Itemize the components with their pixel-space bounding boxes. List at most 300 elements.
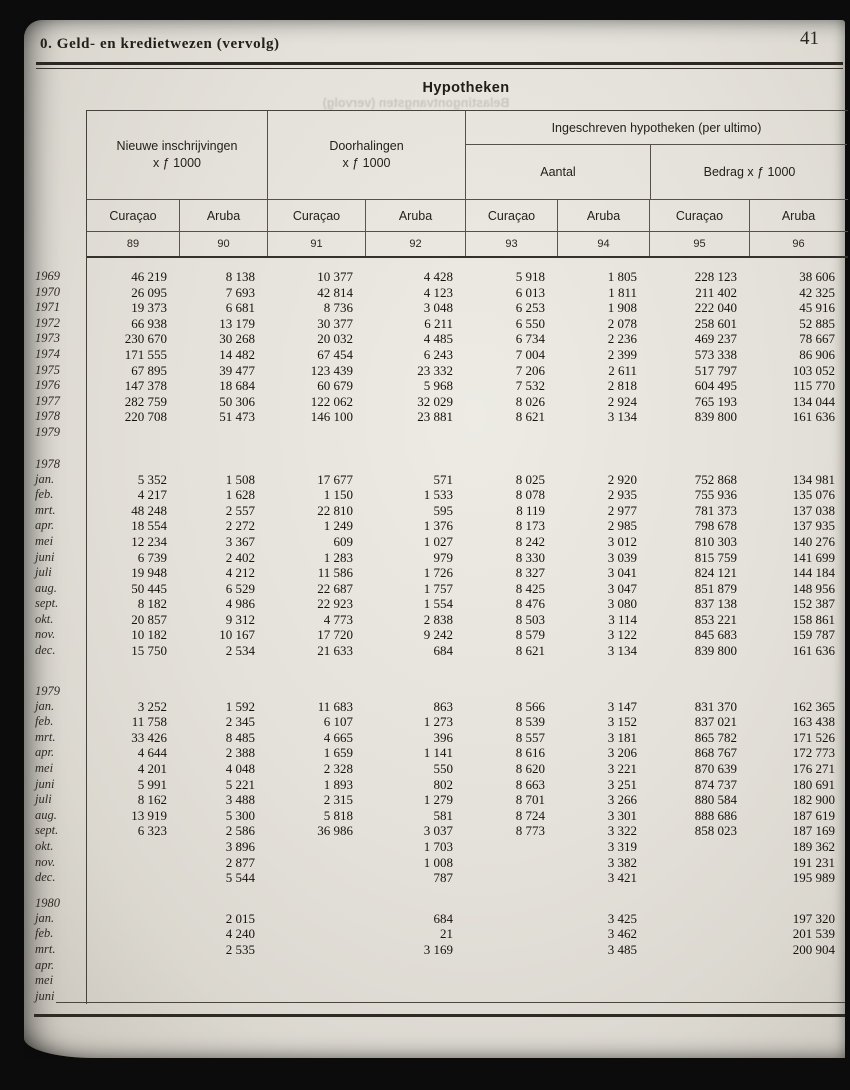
cell [267,425,365,441]
table-row [35,284,848,301]
cell: 147 378 [124,378,167,394]
hypotheken-table [35,110,848,1004]
table-row [35,698,848,715]
cell [365,425,465,441]
cell: 3 114 [608,611,637,627]
cell [267,942,365,958]
cell: 5 221 [225,776,255,792]
cell: 1 533 [423,487,453,503]
table-row [35,269,848,285]
cell: 8 162 [137,792,167,808]
cell: 11 758 [131,714,167,730]
cell: 2 015 [225,910,255,926]
cell: 595 [433,502,453,518]
cell: 8 616 [515,745,545,761]
cell: 78 667 [799,331,835,347]
cell: 684 [433,643,453,659]
cell: 197 320 [792,910,835,926]
column-number: 94 [557,232,649,256]
column-number: 95 [649,232,749,256]
island-header-row [87,199,848,231]
row-label: jan. [35,471,55,486]
group-header-row [87,111,848,199]
cell: 8 724 [515,807,545,823]
cell: 50 445 [131,580,167,596]
group-header-doorhalingen [267,111,465,199]
cell: 4 986 [225,596,255,612]
year-section-label [35,895,848,911]
row-label: 1970 [35,284,60,299]
cell: 1 283 [323,549,353,565]
cell: 22 810 [317,502,353,518]
cell: 3 134 [607,643,637,659]
cell: 172 773 [792,745,835,761]
cell: 2 534 [225,643,255,659]
cell: 2 399 [607,346,637,362]
cell: 230 670 [124,331,167,347]
cell: 13 919 [131,807,167,823]
row-label: apr. [35,745,55,760]
cell: 839 800 [694,643,737,659]
cell: 23 332 [417,362,453,378]
cell: 2 935 [607,487,637,503]
cell: 8 701 [515,792,545,808]
cell: 11 683 [317,698,353,714]
cell: 50 306 [219,393,255,409]
cell: 3 037 [423,823,453,839]
cell: 3 221 [607,761,637,777]
cell: 2 402 [225,549,255,565]
cell: 6 681 [225,300,255,316]
island-header: Curaçao [109,208,157,223]
cell: 798 678 [694,518,737,534]
cell: 21 [440,926,453,942]
cell: 3 462 [607,926,637,942]
cell: 36 986 [317,823,353,839]
cell: 8 242 [515,533,545,549]
cell: 8 119 [516,502,545,518]
cell: 6 529 [225,580,255,596]
table-row [35,611,848,628]
cell [267,926,365,942]
cell: 4 217 [137,487,167,503]
row-label: 1979 [35,424,60,439]
cell [465,870,557,886]
cell [87,973,179,989]
cell: 3 301 [607,807,637,823]
subgroup-bedrag: Bedrag x ƒ 1000 [650,145,848,199]
table-row [35,393,848,410]
cell: 8 736 [323,300,353,316]
row-label: feb. [35,926,54,941]
cell: 2 388 [225,745,255,761]
row-label: jan. [35,910,55,925]
table-section-months-1978 [35,456,848,659]
cell [649,926,749,942]
cell [557,973,649,989]
row-label: 1977 [35,393,60,408]
cell: 8 327 [515,565,545,581]
cell: 3 425 [607,910,637,926]
cell: 1 150 [323,487,353,503]
cell: 2 838 [423,611,453,627]
cell: 15 750 [131,643,167,659]
cell: 67 895 [131,362,167,378]
table-row [35,643,848,659]
cell: 17 677 [317,471,353,487]
cell: 3 147 [607,698,637,714]
cell [649,425,749,441]
cell: 23 881 [417,409,453,425]
cell: 282 759 [124,393,167,409]
row-label: dec. [35,643,56,658]
cell: 7 206 [515,362,545,378]
cell: 134 981 [792,471,835,487]
cell: 755 936 [694,487,737,503]
cell: 1 805 [607,269,637,284]
cell: 845 683 [694,627,737,643]
cell: 86 906 [799,346,835,362]
cell: 187 619 [792,807,835,823]
cell: 802 [433,776,453,792]
group-label: Doorhalingen [329,139,404,153]
cell [465,942,557,958]
group-label: Ingeschreven hypotheken (per ultimo) [466,111,847,145]
row-label: mei [35,533,54,548]
cell: 581 [433,807,453,823]
row-label: 1976 [35,378,60,393]
cell: 19 948 [131,565,167,581]
cell: 3 206 [607,745,637,761]
cell: 4 773 [323,611,353,627]
row-label: sept. [35,823,59,838]
row-label: dec. [35,870,56,885]
cell [87,958,179,974]
cell: 3 048 [423,300,453,316]
cell: 158 861 [792,611,835,627]
table-row [35,487,848,503]
year-section-label [35,683,848,699]
cell: 8 620 [515,761,545,777]
cell: 8 485 [225,729,255,745]
row-label: sept. [35,596,59,611]
cell: 182 900 [792,792,835,808]
row-label: feb. [35,487,54,502]
cell: 187 169 [792,823,835,839]
row-label: juli [35,792,52,807]
row-label: 1978 [35,456,60,471]
table-row [35,378,848,394]
cell: 839 800 [694,409,737,425]
cell: 1 273 [423,714,453,730]
island-header: Aruba [557,200,649,231]
cell: 5 991 [137,776,167,792]
column-number: 91 [267,232,365,256]
cell [749,958,847,974]
cell: 3 122 [607,627,637,643]
cell: 6 107 [323,714,353,730]
cell: 870 639 [694,761,737,777]
cell [465,855,557,871]
cell: 191 231 [792,854,835,870]
year-section-label [35,456,848,472]
cell: 863 [433,698,453,714]
cell: 161 636 [792,643,835,659]
cell [649,911,749,927]
cell: 2 345 [225,714,255,730]
cell: 4 201 [137,761,167,777]
table-row [35,549,848,566]
scan-border-top [0,0,850,20]
cell [365,973,465,989]
cell: 22 687 [317,580,353,596]
cell: 176 271 [792,761,835,777]
cell: 52 885 [799,315,835,331]
row-label: 1972 [35,315,60,330]
cell [87,425,179,441]
row-label: aug. [35,807,57,822]
cell: 48 248 [131,502,167,518]
cell: 3 152 [607,714,637,730]
cell: 851 879 [694,580,737,596]
table-row [35,941,848,958]
table-header [87,110,848,258]
cell: 5 968 [423,378,453,394]
cell: 8 138 [225,269,255,284]
cell: 162 365 [792,698,835,714]
cell: 4 428 [423,269,453,284]
cell: 42 325 [799,284,835,300]
cell: 18 684 [219,378,255,394]
cell: 3 252 [137,698,167,714]
cell: 2 557 [225,502,255,518]
cell: 3 169 [423,941,453,957]
cell [649,973,749,989]
cell: 8 182 [137,596,167,612]
cell: 20 032 [317,331,353,347]
cell: 30 268 [219,331,255,347]
cell: 148 956 [792,580,835,596]
cell: 4 212 [225,565,255,581]
cell: 1 279 [423,792,453,808]
cell: 11 586 [317,565,353,581]
table-row [35,854,848,871]
cell [267,911,365,927]
group-unit: x ƒ 1000 [342,156,391,170]
cell [649,942,749,958]
cell: 195 989 [792,870,835,886]
cell [465,425,557,441]
cell: 4 485 [423,331,453,347]
cell: 38 606 [799,269,835,284]
column-number: 90 [179,232,267,256]
cell: 1 703 [423,839,453,854]
cell: 5 918 [515,269,545,284]
cell: 115 770 [793,378,835,394]
cell: 51 473 [219,409,255,425]
cell: 4 048 [225,761,255,777]
cell: 26 095 [131,284,167,300]
cell: 874 737 [694,776,737,792]
row-label: nov. [35,854,56,869]
cell: 211 402 [695,284,737,300]
cell: 18 554 [131,518,167,534]
table-row [35,409,848,425]
cell: 888 686 [694,807,737,823]
cell: 30 377 [317,315,353,331]
cell: 6 550 [515,315,545,331]
cell: 22 923 [317,596,353,612]
cell: 8 330 [515,549,545,565]
cell: 853 221 [694,611,737,627]
cell: 858 023 [694,823,737,839]
table-bottom-rule-thick [34,1014,845,1017]
cell: 571 [433,471,453,487]
table-row [35,331,848,347]
cell: 13 179 [219,315,255,331]
cell: 6 734 [515,331,545,347]
cell: 1 508 [225,471,255,487]
cell: 8 557 [515,729,545,745]
island-header: Curaçao [465,200,557,231]
column-number: 92 [365,232,465,256]
group-header-ingeschreven-hypotheken [465,111,847,199]
cell: 1 893 [323,776,353,792]
island-header: Curaçao [649,200,749,231]
cell [749,973,847,989]
table-row [35,807,848,824]
cell: 8 425 [515,580,545,596]
cell: 831 370 [694,698,737,714]
subgroup-row [466,145,847,199]
table-section-months-1980 [35,895,848,1005]
cell [87,855,179,871]
cell: 604 495 [694,378,737,394]
cell: 6 253 [515,300,545,316]
cell: 787 [433,870,453,886]
cell: 137 935 [792,518,835,534]
cell: 144 184 [792,565,835,581]
cell: 123 439 [310,362,353,378]
cell: 180 691 [792,776,835,792]
table-row [35,518,848,534]
row-label: juni [35,988,55,1003]
cell: 189 362 [792,839,835,854]
table-title: Hypotheken [422,80,510,96]
cell: 3 896 [225,839,255,854]
cell: 67 454 [317,346,353,362]
row-label: mrt. [35,729,56,744]
cell: 3 251 [607,776,637,792]
cell: 6 013 [515,284,545,300]
cell: 1 141 [423,745,453,761]
cell: 8 773 [515,823,545,839]
cell [87,839,179,855]
subgroup-aantal: Aantal [540,165,576,179]
island-header: Aruba [179,200,267,231]
cell: 1 554 [423,596,453,612]
table-row [35,424,848,441]
row-label: juni [35,776,55,791]
cell: 8 621 [515,409,545,425]
cell: 12 234 [131,533,167,549]
cell: 2 272 [225,518,255,534]
table-row [35,315,848,332]
cell: 2 877 [225,854,255,870]
section-heading: 0. Geld- en kredietwezen (vervolg) [40,36,280,52]
cell: 8 579 [515,627,545,643]
table-row [35,565,848,581]
cell: 2 315 [323,792,353,808]
cell: 8 078 [515,487,545,503]
cell: 609 [333,533,353,549]
table-row [35,533,848,550]
row-label: feb. [35,714,54,729]
cell: 3 039 [607,549,637,565]
cell: 66 938 [131,315,167,331]
table-row [35,362,848,379]
cell: 1 628 [225,487,255,503]
cell: 6 739 [137,549,167,565]
cell: 2 977 [607,502,637,518]
group-label: Nieuwe inschrijvingen [116,139,238,153]
cell [465,911,557,927]
cell: 137 038 [792,502,835,518]
cell: 517 797 [694,362,737,378]
table-row [35,839,848,855]
cell: 3 012 [607,533,637,549]
cell: 1 659 [323,745,353,761]
cell: 550 [433,761,453,777]
scan-border-left [0,0,24,1090]
column-number-row [87,231,848,258]
cell: 3 041 [607,565,637,581]
cell: 1 376 [423,518,453,534]
cell [87,926,179,942]
table-section-years [35,269,848,441]
cell [267,958,365,974]
table-row [35,910,848,927]
cell: 6 243 [423,346,453,362]
table-row [35,596,848,612]
row-label: 1978 [35,409,60,424]
cell: 5 818 [323,807,353,823]
cell: 17 720 [317,627,353,643]
cell: 3 134 [607,409,637,425]
cell: 8 026 [515,393,545,409]
column-number: 96 [749,232,847,256]
island-header: Aruba [365,200,465,231]
cell [465,926,557,942]
cell [267,870,365,886]
cell: 2 920 [607,471,637,487]
cell: 2 078 [607,315,637,331]
cell: 868 767 [694,745,737,761]
cell: 6 211 [424,315,453,331]
table-row [35,926,848,942]
row-label: apr. [35,518,55,533]
cell [649,870,749,886]
cell: 103 052 [792,362,835,378]
cell [465,839,557,855]
table-row [35,300,848,316]
cell: 9 312 [225,611,255,627]
cell: 573 338 [694,346,737,362]
cell: 4 240 [225,926,255,942]
column-number: 89 [126,238,140,250]
cell: 159 787 [792,627,835,643]
cell: 146 100 [310,409,353,425]
